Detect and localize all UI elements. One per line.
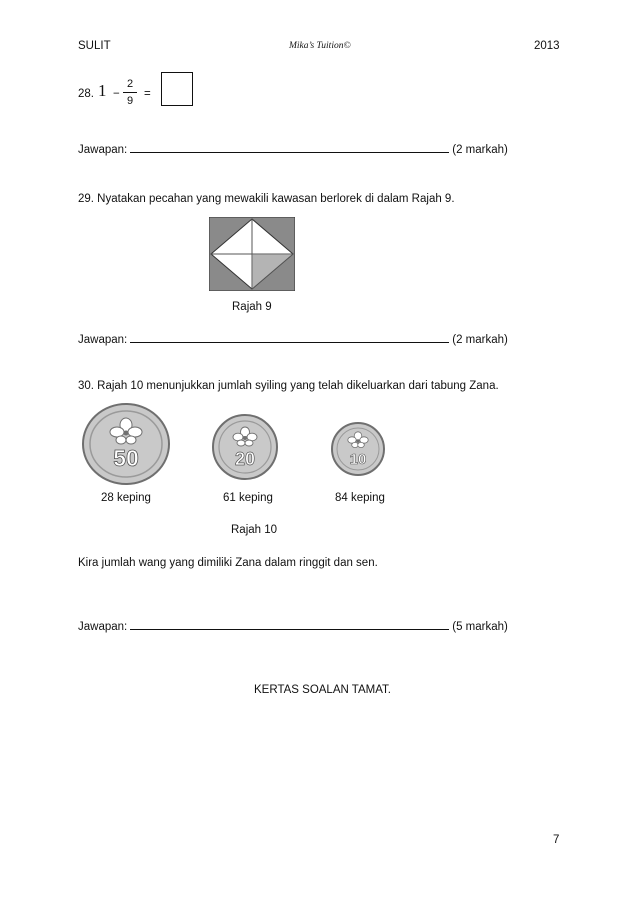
answer-blank[interactable] <box>130 333 449 343</box>
answer-label: Jawapan: <box>78 621 128 633</box>
coin-count-50: 28 keping <box>101 492 151 504</box>
header-tuition: Mika’s Tuition© <box>289 41 351 51</box>
q29-answer-line <box>78 333 508 346</box>
q29-question: 29. Nyatakan pecahan yang mewakili kawasan berlorek di dalam Rajah 9. <box>78 193 455 205</box>
answer-label: Jawapan: <box>78 144 128 156</box>
fraction-bar <box>123 92 137 93</box>
q28-fraction <box>123 77 137 108</box>
q28-minus-sign: − <box>113 88 120 100</box>
coin-value-50: 50 <box>113 445 139 471</box>
q28-answer-box[interactable] <box>161 72 193 106</box>
50-sen-coin-icon <box>81 403 171 485</box>
q28-equals-sign: = <box>144 88 151 100</box>
coin-count-10: 84 keping <box>335 492 385 504</box>
q28-whole-number: 1 <box>98 81 107 100</box>
coin-value-20: 20 <box>234 449 256 469</box>
coin-value-10: 10 <box>349 451 367 468</box>
10-sen-coin-icon <box>330 421 386 477</box>
header-sulit: SULIT <box>78 40 111 52</box>
header-year: 2013 <box>534 40 560 52</box>
20-sen-coin-icon <box>211 413 279 481</box>
page-number: 7 <box>553 834 560 846</box>
rajah-10-caption: Rajah 10 <box>231 524 278 536</box>
marks-label: (2 markah) <box>452 144 508 156</box>
rajah-9-caption: Rajah 9 <box>232 301 272 313</box>
answer-blank[interactable] <box>130 143 449 153</box>
q28-numerator: 2 <box>126 78 134 90</box>
q30-instruction: Kira jumlah wang yang dimiliki Zana dalam ringgit dan sen. <box>78 557 378 569</box>
q30-answer-line <box>78 620 508 633</box>
answer-blank[interactable] <box>130 620 449 630</box>
q28-answer-line <box>78 143 508 156</box>
q30-question: 30. Rajah 10 menunjukkan jumlah syiling yang telah dikeluarkan dari tabung Zana. <box>78 380 499 392</box>
q28-number: 28. <box>78 88 94 100</box>
answer-label: Jawapan: <box>78 334 128 346</box>
marks-label: (5 markah) <box>452 621 508 633</box>
coin-count-20: 61 keping <box>223 492 273 504</box>
rajah-9-figure <box>209 217 295 291</box>
marks-label: (2 markah) <box>452 334 508 346</box>
end-of-paper-text: KERTAS SOALAN TAMAT. <box>254 684 391 696</box>
q28-denominator: 9 <box>126 95 134 107</box>
